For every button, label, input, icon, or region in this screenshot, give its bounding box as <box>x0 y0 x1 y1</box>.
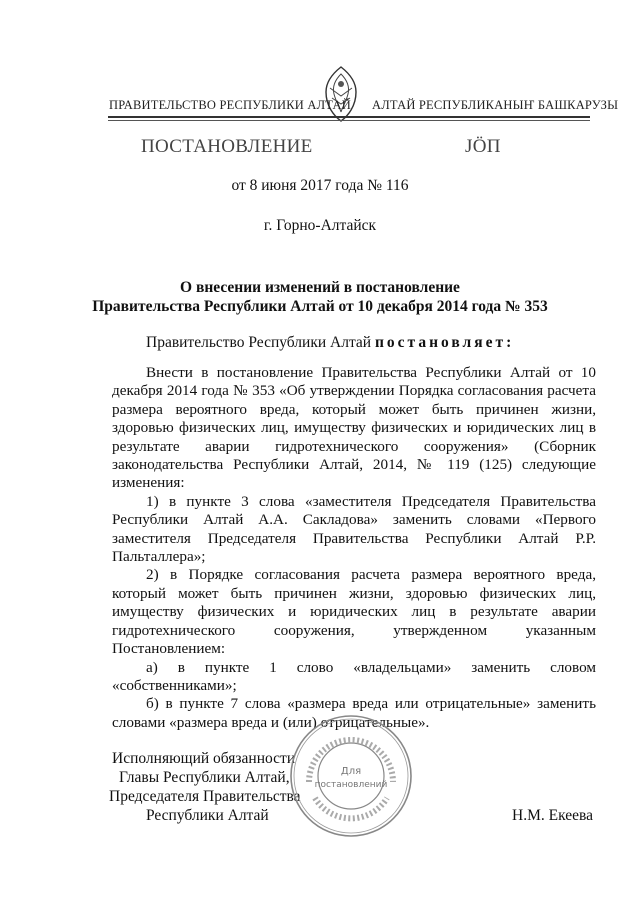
coat-of-arms-emblem-icon <box>318 64 364 124</box>
document-body <box>112 364 596 732</box>
preamble-text: Правительство Республики Алтай <box>146 334 372 351</box>
signatory-title-line-3: Председателя Правительства <box>109 788 301 805</box>
doc-type-alt: ЈӦП <box>465 136 501 157</box>
body-paragraph-item-2a: а) в пункте 1 слово «владельцами» заменить словом «собственниками»; <box>112 658 596 694</box>
document-date-number: от 8 июня 2017 года № 116 <box>231 177 409 194</box>
official-seal-stamp-icon <box>287 712 415 840</box>
body-paragraph-intro: Внести в постановление Правительства Республики Алтай от 10 декабря 2014 года № 353 «Об утверждении Порядка согласования расчета размера вероятного вреда, который может быть причинен жизни, здоровью физических лиц, имуществу физических и юридических лиц в результате аварии гидротехнического сооружения» (Сборник законодательства Республики Алтай, 2014, № 119 (125) следующие изменения: <box>112 364 596 492</box>
government-name-alt: АЛТАЙ РЕСПУБЛИКАНЫҤ БАШКАРУЗЫ <box>372 98 619 112</box>
document-city: г. Горно-Алтайск <box>263 217 377 234</box>
doc-type-ru: ПОСТАНОВЛЕНИЕ <box>141 136 313 157</box>
header-rule-thick <box>108 116 590 118</box>
body-paragraph-item-1: 1) в пункте 3 слова «заместителя Председателя Правительства Республики Алтай А.А. Сакладова» заменить словами «Первого заместителя Председателя Правительства Республики Алтай Р.Р. Пальталлера»; <box>112 492 596 566</box>
document-title-line-2: Правительства Республики Алтай от 10 декабря 2014 года № 353 <box>92 298 548 315</box>
body-paragraph-item-2: 2) в Порядке согласования расчета размера вероятного вреда, который может быть причинен жизни, здоровью физических лиц, имуществу физических и юридических лиц в результате аварии гидротехнического сооружения, утвержденном указанным Постановлением: <box>112 566 596 658</box>
document-title-line-1: О внесении изменений в постановление <box>180 279 460 296</box>
seal-inner-line-1: Для <box>340 766 362 777</box>
signatory-title-line-4: Республики Алтай <box>146 807 269 824</box>
preamble-action: постановляет: <box>374 334 515 351</box>
signatory-name: Н.М. Екеева <box>512 807 593 824</box>
signatory-title-line-1: Исполняющий обязанности <box>112 750 296 767</box>
signatory-title-line-2: Главы Республики Алтай, <box>119 769 290 786</box>
government-name-ru: ПРАВИТЕЛЬСТВО РЕСПУБЛИКИ АЛТАЙ <box>109 98 351 112</box>
header-rule-thin <box>108 120 590 121</box>
body-paragraph-item-2b: б) в пункте 7 слова «размера вреда или отрицательные» заменить словами «размера вреда и (или) отрицательные». <box>112 695 596 731</box>
seal-inner-line-2: постановлений <box>314 780 388 790</box>
preamble <box>146 334 514 352</box>
